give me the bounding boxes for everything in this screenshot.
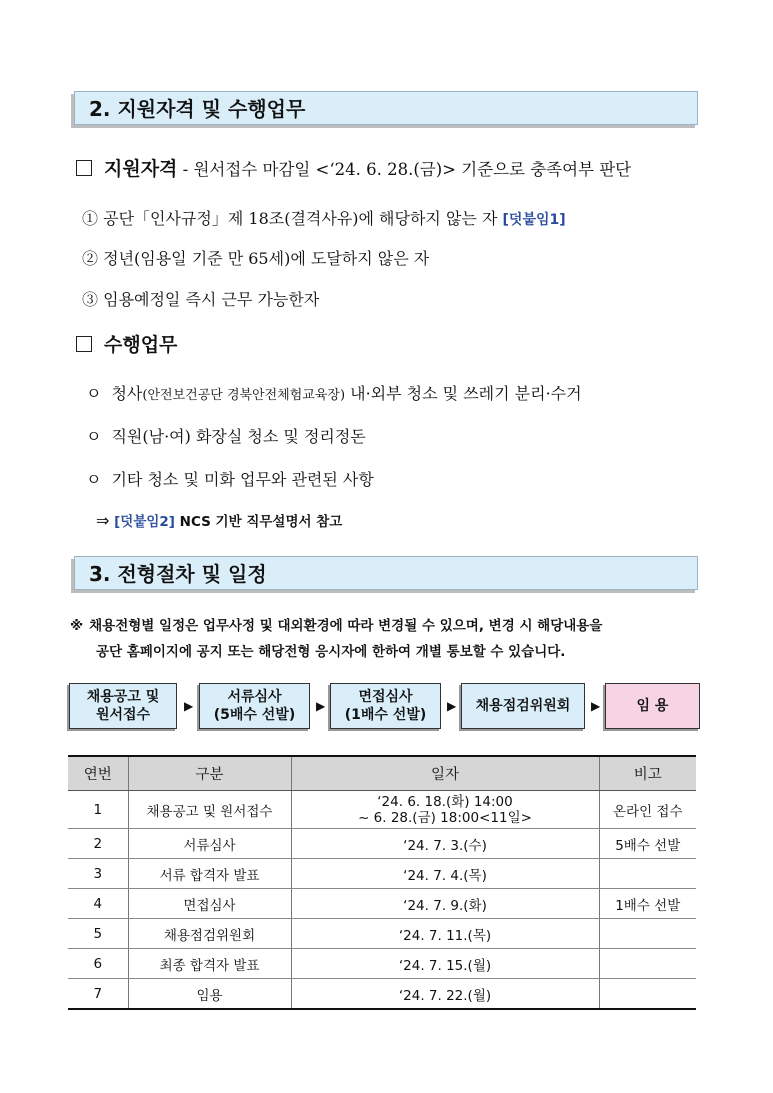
- flow-step-label: 면접심사: [358, 689, 413, 705]
- flow-step-4: [461, 683, 585, 729]
- qualification-item-1: [82, 206, 566, 229]
- qualification-item-3: [82, 287, 319, 310]
- qualification-note: - 원서접수 마감일 <‘24. 6. 28.(금)> 기준으로 충족여부 판단: [182, 160, 632, 179]
- attachment-ref: [덧붙임1]: [502, 212, 566, 228]
- flow-step-label: 임 용: [636, 698, 669, 714]
- bullet-icon: ㅇ: [86, 470, 102, 489]
- header-note: 비고: [599, 756, 696, 791]
- cell-no: 1: [68, 791, 128, 829]
- flow-arrow-icon: ▶: [591, 699, 601, 713]
- duties-line: [76, 330, 177, 357]
- item-number: ①: [82, 209, 99, 228]
- flow-arrow-icon: ▶: [447, 699, 457, 713]
- flow-step-label: 서류심사: [227, 689, 282, 705]
- section-3-title: 3. 전형절차 및 일정: [74, 556, 698, 590]
- table-row: [68, 979, 696, 1010]
- header-date: 일자: [291, 756, 599, 791]
- flow-arrow-icon: ▶: [316, 699, 326, 713]
- flow-step-1: [69, 683, 177, 729]
- duty-text: 직원(남·여) 화장실 청소 및 정리정돈: [111, 427, 366, 446]
- cell-category: 채용점검위원회: [128, 919, 291, 949]
- duty-item-3: [86, 467, 374, 490]
- checkbox-icon: [76, 160, 92, 176]
- notice-mark: ※: [70, 618, 84, 634]
- flow-step-2: [199, 683, 310, 729]
- header-no: 연번: [68, 756, 128, 791]
- cell-category: 면접심사: [128, 889, 291, 919]
- cell-no: 5: [68, 919, 128, 949]
- checkbox-icon: [76, 336, 92, 352]
- date-start: ‘24. 6. 18.(화) 14:00: [377, 793, 513, 810]
- cell-no: 7: [68, 979, 128, 1010]
- header-category: 구분: [128, 756, 291, 791]
- table-row: [68, 889, 696, 919]
- item-text: 임용예정일 즉시 근무 가능한자: [103, 290, 320, 309]
- cell-category: 서류 합격자 발표: [128, 859, 291, 889]
- table-row: [68, 949, 696, 979]
- duty-item-2: [86, 424, 366, 447]
- cell-date: ‘24. 7. 9.(화): [291, 889, 599, 919]
- reference-text: NCS 기반 직무설명서 참고: [179, 514, 343, 530]
- cell-category: 채용공고 및 원서접수: [128, 791, 291, 829]
- duty-text: 기타 청소 및 미화 업무와 관련된 사항: [111, 470, 374, 489]
- bullet-icon: ㅇ: [86, 384, 102, 403]
- cell-no: 2: [68, 829, 128, 859]
- duties-heading: 수행업무: [104, 334, 178, 356]
- qualification-line: [76, 154, 631, 181]
- flow-step-label: 채용공고 및: [86, 689, 160, 705]
- cell-note: 1배수 선발: [599, 889, 696, 919]
- cell-category: 최종 합격자 발표: [128, 949, 291, 979]
- cell-date: ‘24. 7. 3.(수): [291, 829, 599, 859]
- table-row: [68, 791, 696, 829]
- flow-step-sublabel: (1배수 선발): [344, 707, 427, 723]
- cell-note: [599, 949, 696, 979]
- date-end: ~ 6. 28.(금) 18:00<11일>: [358, 809, 532, 826]
- cell-date: ‘24. 7. 4.(목): [291, 859, 599, 889]
- flow-step-3: [330, 683, 441, 729]
- flow-step-sublabel: 원서접수: [95, 707, 151, 723]
- cell-note: 온라인 접수: [599, 791, 696, 829]
- qualification-heading: 지원자격: [104, 158, 178, 180]
- ncs-reference: [96, 510, 342, 530]
- item-number: ③: [82, 290, 99, 309]
- table-row: [68, 919, 696, 949]
- cell-date: [291, 791, 599, 829]
- cell-note: 5배수 선발: [599, 829, 696, 859]
- table-row: [68, 829, 696, 859]
- cell-category: 임용: [128, 979, 291, 1010]
- attachment-ref: [덧붙임2]: [114, 514, 175, 530]
- notice-text-1: 채용전형별 일정은 업무사정 및 대외환경에 따라 변경될 수 있으며, 변경 시 해당내용을: [89, 618, 603, 634]
- cell-date: ‘24. 7. 15.(월): [291, 949, 599, 979]
- schedule-table: [68, 755, 696, 1010]
- cell-no: 6: [68, 949, 128, 979]
- qualification-item-2: [82, 246, 429, 269]
- cell-date: ‘24. 7. 22.(월): [291, 979, 599, 1010]
- bullet-icon: ㅇ: [86, 427, 102, 446]
- flow-step-5: [605, 683, 700, 729]
- duty-text-post: 내·외부 청소 및 쓰레기 분리·수거: [345, 384, 582, 403]
- cell-no: 3: [68, 859, 128, 889]
- cell-note: [599, 859, 696, 889]
- item-number: ②: [82, 249, 99, 268]
- notice-line-2: 공단 홈페이지에 공지 또는 해당전형 응시자에 한하여 개별 통보할 수 있습니다.: [96, 644, 566, 660]
- item-text: 공단「인사규정」제 18조(결격사유)에 해당하지 않는 자: [103, 209, 498, 228]
- flow-step-label: 채용점검위원회: [475, 698, 571, 714]
- cell-note: [599, 979, 696, 1010]
- flow-arrow-icon: ▶: [184, 699, 194, 713]
- cell-date: ‘24. 7. 11.(목): [291, 919, 599, 949]
- duty-item-1: [86, 381, 582, 404]
- right-arrow-icon: ⇒: [96, 511, 110, 530]
- section-2-title: 2. 지원자격 및 수행업무: [74, 91, 698, 125]
- table-row: [68, 859, 696, 889]
- table-header-row: [68, 756, 696, 791]
- item-text: 정년(임용일 기준 만 65세)에 도달하지 않은 자: [103, 249, 430, 268]
- cell-category: 서류심사: [128, 829, 291, 859]
- cell-no: 4: [68, 889, 128, 919]
- duty-text-pre: 청사: [111, 384, 143, 403]
- duty-text-paren: (안전보건공단 경북안전체험교육장): [142, 388, 346, 403]
- flow-step-sublabel: (5배수 선발): [213, 707, 296, 723]
- notice-line-1: [70, 614, 602, 634]
- cell-note: [599, 919, 696, 949]
